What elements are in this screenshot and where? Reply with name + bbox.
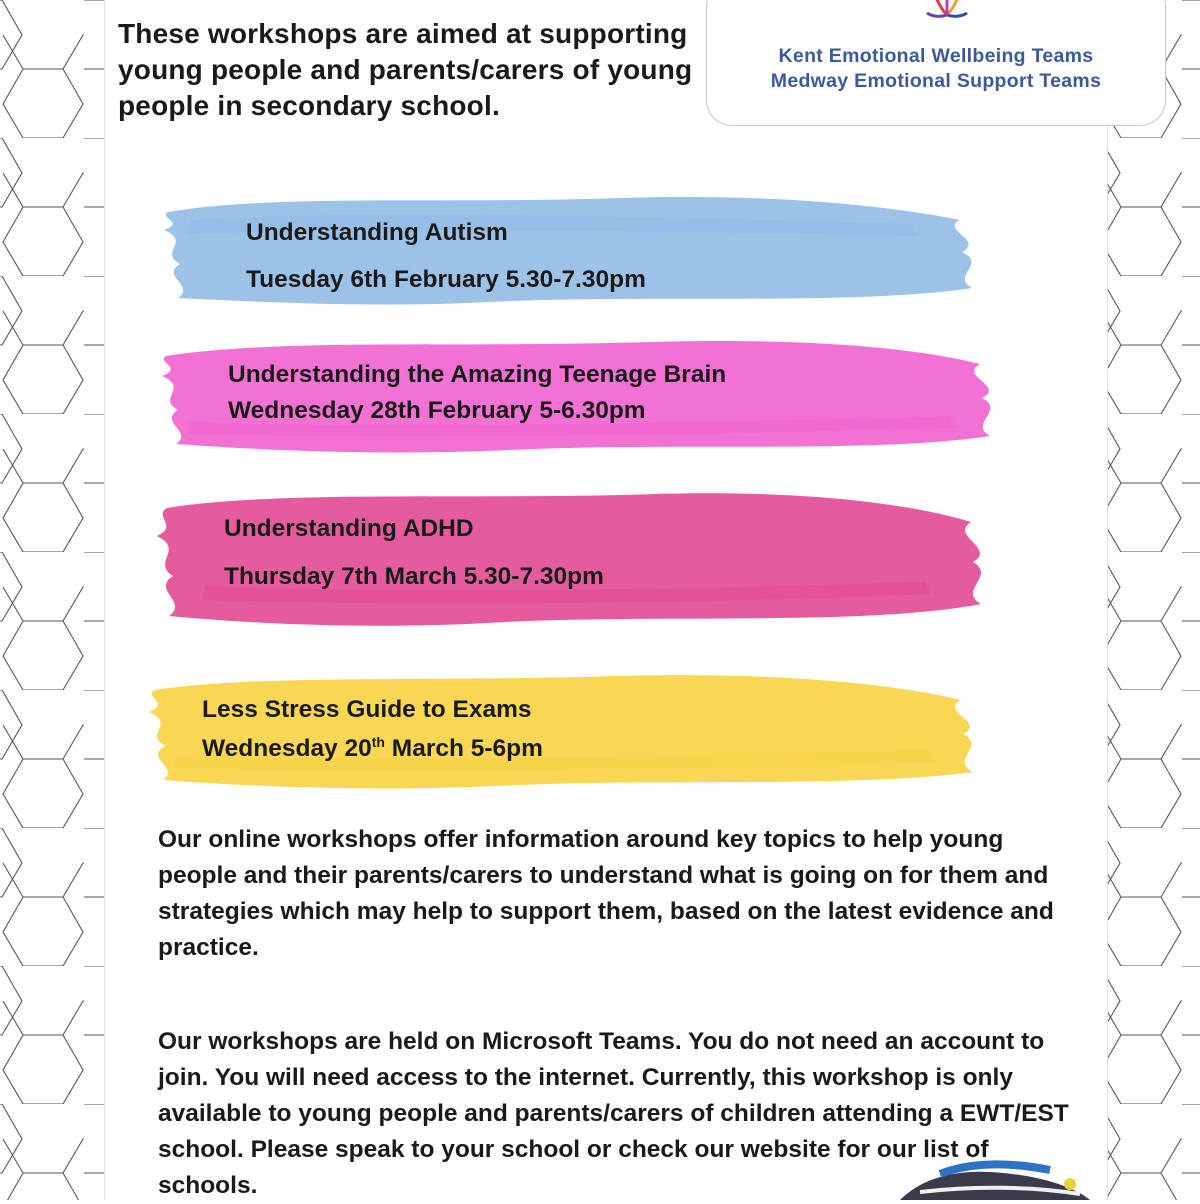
workshop-3-date: Thursday 7th March 5.30-7.30pm [224,563,604,590]
workshop-1-text [246,218,646,295]
workshop-4-title: Less Stress Guide to Exams [202,696,532,723]
workshop-1-title: Understanding Autism [246,219,508,246]
date-ordinal-suffix: th [371,734,385,750]
workshop-4-date: Wednesday 20th March 5-6pm [202,734,543,763]
logo-text-kent: Kent Emotional Wellbeing Teams [778,45,1094,67]
workshop-3-title: Understanding ADHD [224,515,474,542]
workshop-2-date: Wednesday 28th February 5-6.30pm [228,397,646,424]
trainer-shoe-image [880,1140,1100,1200]
workshop-4-text [202,695,543,764]
workshop-2-title: Understanding the Amazing Teenage Brain [228,361,727,388]
figure-logo-icon [907,0,987,33]
info-paragraph: Our online workshops offer information around key topics to help young people and their parents/carers to understand what is going on for them and strategies which may help to support them, based on the latest evidence and practice. [158,826,1054,961]
teams-paragraph: Our workshops are held on Microsoft Teams. You do not need an account to join. You will need access to the internet. Currently, this workshop is only available to young people and parents/carers of children attending a EWT/EST school. Please speak to your school or check our website for our list of schools. [158,1028,1069,1199]
intro-text: These workshops are aimed at supporting young people and parents/carers of young people in secondary school. [118,18,693,121]
logo-card [706,0,1166,126]
logo-text-medway: Medway Emotional Support Teams [770,70,1102,92]
workshop-3-text [224,514,604,592]
workshop-2-text [228,360,726,426]
workshop-1-date: Tuesday 6th February 5.30-7.30pm [246,266,646,293]
